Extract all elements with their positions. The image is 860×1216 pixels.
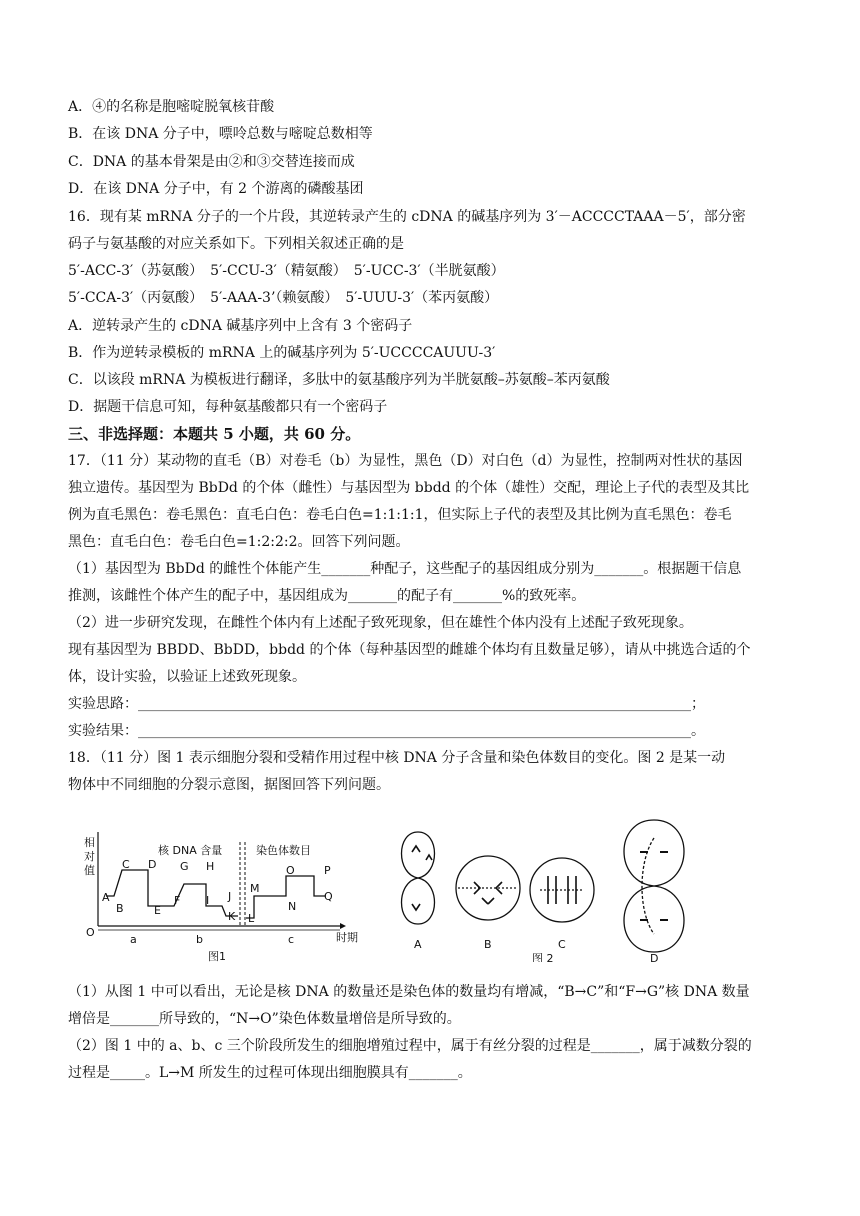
figure-1 [84, 832, 358, 962]
point-label-i: I [206, 894, 210, 907]
q17-part2-line2: 现有基因型为 BBDD、BbDD，bbdd 的个体（每种基因型的雌雄个体均有且数量足够），请从中挑选合适的个 [68, 642, 751, 658]
point-label-j: J [228, 890, 232, 903]
q17-part1-line2: 推测，该雌性个体产生的配子中，基因组成为_______的配子有_______%的致死率。 [68, 588, 586, 604]
q16-option-a: A．逆转录产生的 cDNA 碱基序列中上含有 3 个密码子 [68, 318, 413, 334]
stage-label-b: b [196, 933, 203, 946]
stage-label-a: a [130, 933, 137, 946]
point-label-a: A [102, 891, 110, 904]
q18-line2: 物体中不同细胞的分裂示意图，据图回答下列问题。 [68, 777, 390, 793]
point-label-l: L [248, 912, 255, 925]
section-3-heading: 三、非选择题：本题共 5 小题，共 60 分。 [68, 425, 361, 443]
figure-1-and-2 [78, 812, 698, 962]
q17-line1: 17．（11 分）某动物的直毛（B）对卷毛（b）为显性，黑色（D）对白色（d）为显性，控制两对性状的基因 [68, 453, 743, 469]
q15-option-d: D．在该 DNA 分子中，有 2 个游离的磷酸基团 [68, 181, 364, 197]
q15-option-b: B．在该 DNA 分子中，嘌呤总数与嘧啶总数相等 [68, 126, 373, 142]
y-axis-label-1: 相 [84, 836, 95, 849]
q17-line2: 独立遗传。基因型为 BbDd 的个体（雌性）与基因型为 bbdd 的个体（雄性）交配，理论上子代的表型及其比 [68, 480, 750, 496]
q16-stem-line1: 16．现有某 mRNA 分子的一个片段，其逆转录产生的 cDNA 的碱基序列为 3′－ACCCCTAAA－5′，部分密 [68, 209, 746, 225]
q16-option-c: C．以该段 mRNA 为模板进行翻译，多肽中的氨基酸序列为半胱氨酸–苏氨酸–苯丙氨酸 [68, 372, 610, 388]
figure-1-caption: 图1 [208, 950, 226, 962]
q17-part2-line3: 体，设计实验，以验证上述致死现象。 [68, 669, 306, 685]
q17-line3: 例为直毛黑色：卷毛黑色：直毛白色：卷毛白色=1:1:1:1，但实际上子代的表型及其比例为直毛黑色：卷毛 [68, 507, 732, 523]
q18-part2-line2: 过程是_____。L→M 所发生的过程可体现出细胞膜具有_______。 [68, 1065, 472, 1081]
q15-option-c: C．DNA 的基本骨架是由②和③交替连接而成 [68, 154, 355, 170]
figures-area [78, 812, 698, 962]
q18-part1-line2: 增倍是_______所导致的，“N→O”染色体数量增倍是所导致的。 [68, 1011, 461, 1027]
y-axis-label-3: 值 [84, 864, 95, 877]
point-label-e: E [154, 904, 161, 917]
q16-option-d: D．据题干信息可知，每种氨基酸都只有一个密码子 [68, 399, 388, 415]
point-label-d: D [148, 858, 157, 871]
q17-part1-line1: （1）基因型为 BbDd 的雌性个体能产生_______种配子，这些配子的基因组成分别为_______。根据题干信息 [68, 561, 742, 577]
cell-a [402, 832, 435, 924]
q18-part1-line1: （1）从图 1 中可以看出，无论是核 DNA 的数量还是染色体的数量均有增减，“B→C”和“F→G”核 DNA 数量 [68, 984, 750, 1000]
point-label-h: H [206, 860, 215, 873]
point-label-g: G [180, 860, 189, 873]
y-axis-label-2: 对 [84, 850, 95, 863]
cell-d [624, 820, 684, 952]
cell-label-d: D [650, 952, 659, 962]
figure-2-caption: 图 2 [532, 952, 554, 962]
point-label-c: C [122, 858, 130, 871]
point-label-f: F [174, 894, 181, 907]
cell-label-a: A [414, 938, 422, 951]
q17-part2-line1: （2）进一步研究发现，在雌性个体内有上述配子致死现象，但在雄性个体内没有上述配子致死现象。 [68, 615, 693, 631]
figure-2 [402, 820, 685, 952]
q16-stem-line2: 码子与氨基酸的对应关系如下。下列相关叙述正确的是 [68, 236, 404, 252]
x-axis-label: 时期 [336, 931, 358, 944]
q16-codon-table-row1: 5′-ACC-3′（苏氨酸） 5′-CCU-3′（精氨酸） 5′-UCC-3′（半胱氨酸） [68, 263, 505, 279]
point-label-n: N [288, 900, 297, 913]
q17-experiment-result: 实验结果：_______________________________________________________________________________。 [68, 723, 705, 739]
origin-label: O [86, 926, 95, 939]
cell-label-b: B [484, 938, 492, 951]
point-label-k: K [228, 910, 236, 923]
q17-experiment-idea: 实验思路：_______________________________________________________________________________； [68, 696, 705, 712]
chromosome-number-label: 染色体数目 [256, 844, 311, 857]
cell-c [530, 858, 594, 922]
q16-option-b: B．作为逆转录模板的 mRNA 上的碱基序列为 5′-UCCCCAUUU-3′ [68, 345, 496, 361]
cell-label-c: C [558, 938, 566, 951]
dna-content-curve [106, 870, 238, 916]
dna-content-label: 核 DNA 含量 [158, 844, 223, 857]
q18-line1: 18．（11 分）图 1 表示细胞分裂和受精作用过程中核 DNA 分子含量和染色体数目的变化。图 2 是某一动 [68, 750, 726, 766]
q17-line4: 黑色：直毛白色：卷毛白色=1:2:2:2。回答下列问题。 [68, 534, 410, 550]
point-label-o: O [286, 864, 295, 877]
point-label-b: B [116, 902, 124, 915]
q15-option-a: A．④的名称是胞嘧啶脱氧核苷酸 [68, 99, 275, 115]
point-label-m: M [250, 882, 260, 895]
point-label-q: Q [324, 890, 333, 903]
q18-part2-line1: （2）图 1 中的 a、b、c 三个阶段所发生的细胞增殖过程中，属于有丝分裂的过程是_______，属于减数分裂的 [68, 1038, 752, 1054]
q16-codon-table-row2: 5′-CCA-3′（丙氨酸） 5′-AAA-3’（赖氨酸） 5′-UUU-3′（苯丙氨酸） [68, 290, 499, 306]
point-label-p: P [324, 864, 331, 877]
cell-b [456, 856, 520, 920]
stage-label-c: c [288, 933, 295, 946]
